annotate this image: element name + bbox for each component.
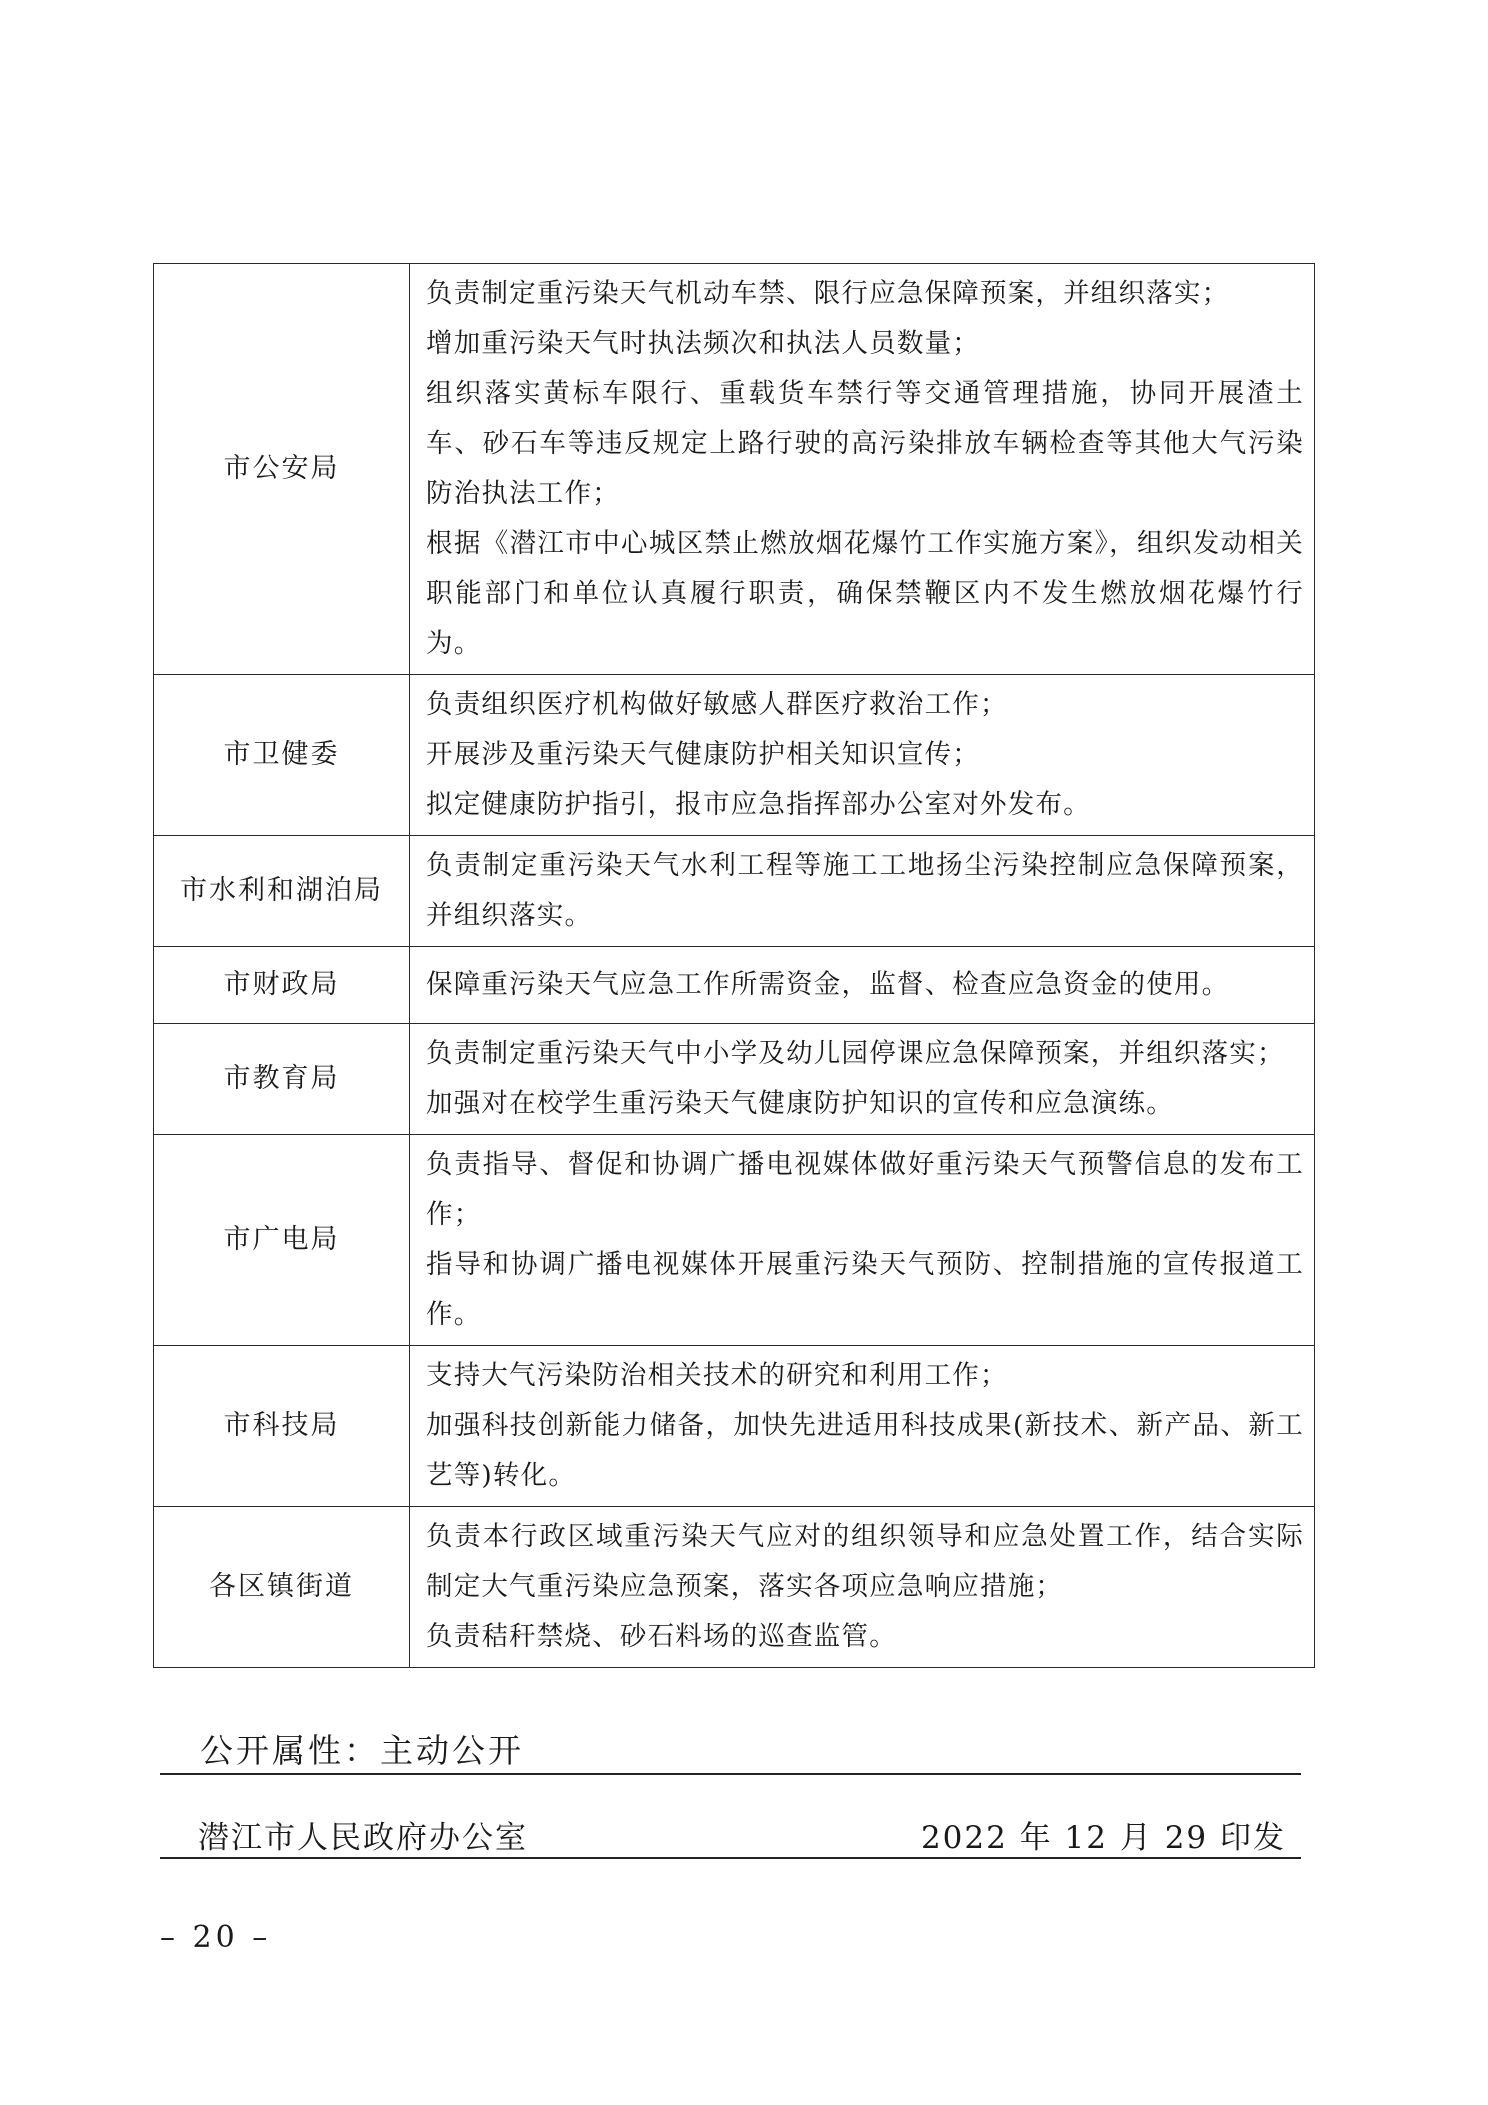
- duty-item: 加强对在校学生重污染天气健康防护知识的宣传和应急演练。: [426, 1088, 1174, 1119]
- duties-cell: [410, 1346, 1315, 1507]
- department-cell: 市广电局: [154, 1135, 410, 1346]
- duty-item: 负责制定重污染天气水利工程等施工工地扬尘污染控制应急保障预案，并组织落实。: [426, 850, 1304, 931]
- duties-cell: [410, 1507, 1315, 1668]
- publicity-attribute: 公开属性：主动公开: [200, 1731, 524, 1770]
- duties-cell: [410, 836, 1315, 947]
- responsibility-table-body: [154, 264, 1315, 1668]
- duty-item: 根据《潜江市中心城区禁止燃放烟花爆竹工作实施方案》，组织发动相关职能部门和单位认真履行职责，确保禁鞭区内不发生燃放烟花爆竹行为。: [426, 528, 1304, 659]
- duty-item: 负责指导、督促和协调广播电视媒体做好重污染天气预警信息的发布工作；: [426, 1149, 1304, 1230]
- duty-item: 负责制定重污染天气机动车禁、限行应急保障预案，并组织落实；: [426, 278, 1230, 309]
- page-number: – 20 –: [160, 1920, 272, 1955]
- duty-item: 加强科技创新能力储备，加快先进适用科技成果(新技术、新产品、新工艺等)转化。: [426, 1410, 1304, 1491]
- table-row: [154, 675, 1315, 836]
- duty-item: 负责组织医疗机构做好敏感人群医疗救治工作；: [426, 689, 1008, 720]
- duty-item: 指导和协调广播电视媒体开展重污染天气预防、控制措施的宣传报道工作。: [426, 1249, 1304, 1330]
- table-row: [154, 836, 1315, 947]
- issuing-office: 潜江市人民政府办公室: [198, 1820, 528, 1856]
- duty-item: 组织落实黄标车限行、重载货车禁行等交通管理措施，协同开展渣土车、砂石车等违反规定上路行驶的高污染排放车辆检查等其他大气污染防治执法工作；: [426, 378, 1304, 509]
- duties-cell: [410, 947, 1315, 1024]
- duty-item: 增加重污染天气时执法频次和执法人员数量；: [426, 328, 980, 359]
- table-row: [154, 1135, 1315, 1346]
- duty-item: 拟定健康防护指引，报市应急指挥部办公室对外发布。: [426, 789, 1091, 820]
- table-row: [154, 1346, 1315, 1507]
- issue-date: 2022 年 12 月 29 印发: [920, 1820, 1286, 1856]
- duty-item: 负责制定重污染天气中小学及幼儿园停课应急保障预案，并组织落实；: [426, 1038, 1285, 1069]
- responsibility-table: [153, 263, 1315, 1668]
- department-cell: 各区镇街道: [154, 1507, 410, 1668]
- duties-cell: [410, 1135, 1315, 1346]
- department-cell: 市卫健委: [154, 675, 410, 836]
- duties-cell: [410, 1024, 1315, 1135]
- table-row: [154, 1507, 1315, 1668]
- footer-top-rule: [160, 1773, 1301, 1775]
- department-cell: 市教育局: [154, 1024, 410, 1135]
- department-cell: 市水利和湖泊局: [154, 836, 410, 947]
- duty-item: 开展涉及重污染天气健康防护相关知识宣传；: [426, 739, 980, 770]
- duty-item: 保障重污染天气应急工作所需资金，监督、检查应急资金的使用。: [426, 969, 1230, 1000]
- department-cell: 市公安局: [154, 264, 410, 675]
- table-row: [154, 1024, 1315, 1135]
- duty-item: 负责本行政区域重污染天气应对的组织领导和应急处置工作，结合实际制定大气重污染应急预案，落实各项应急响应措施；: [426, 1521, 1304, 1602]
- duties-cell: [410, 264, 1315, 675]
- table-row: [154, 947, 1315, 1024]
- duty-item: 支持大气污染防治相关技术的研究和利用工作；: [426, 1360, 1008, 1391]
- department-cell: 市财政局: [154, 947, 410, 1024]
- footer-bottom-rule: [160, 1857, 1301, 1859]
- duty-item: 负责秸秆禁烧、砂石料场的巡查监管。: [426, 1621, 897, 1652]
- duties-cell: [410, 675, 1315, 836]
- department-cell: 市科技局: [154, 1346, 410, 1507]
- table-row: [154, 264, 1315, 675]
